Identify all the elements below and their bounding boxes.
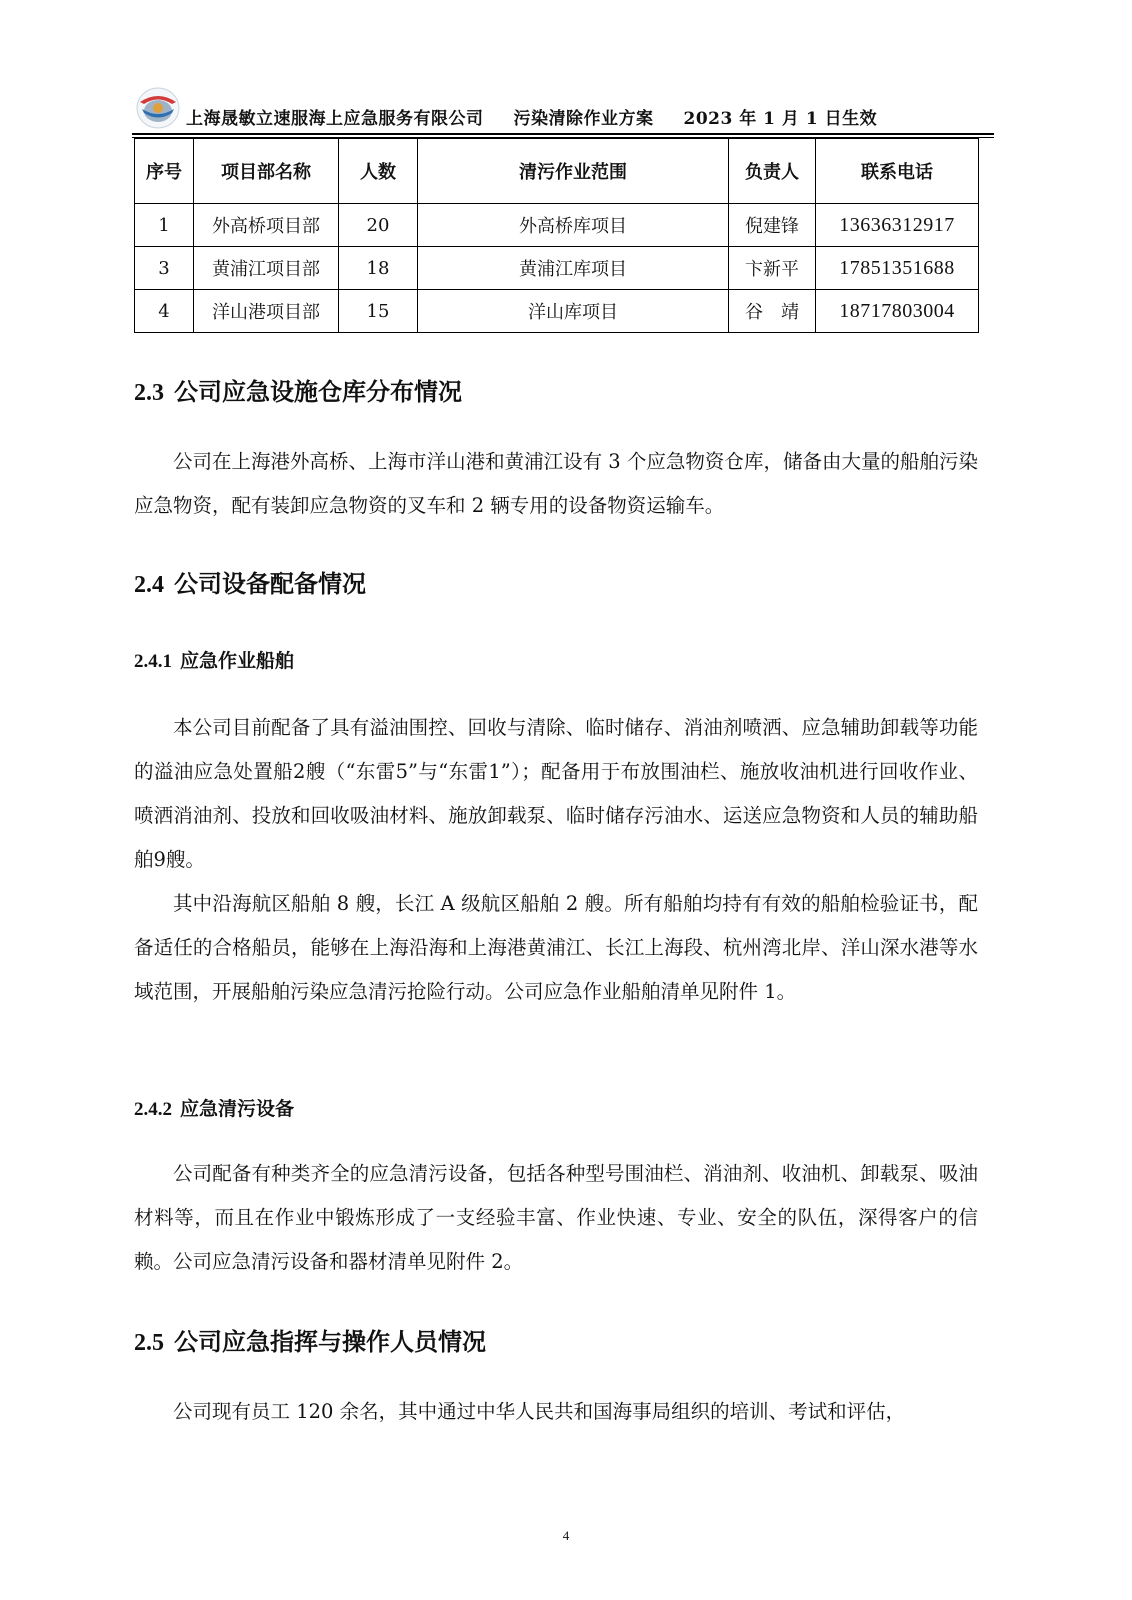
- section-number: 2.3: [134, 380, 164, 406]
- paragraph: 本公司目前配备了具有溢油围控、回收与清除、临时储存、消油剂喷洒、应急辅助卸载等功能的溢油应急处置船2艘（“东雷5”与“东雷1”）；配备用于布放围油栏、施放收油机进行回收作业、喷洒消油剂、投放和回收吸油材料、施放卸载泵、临时储存污油水、运送应急物资和人员的辅助船舶9艘。: [134, 716, 978, 871]
- section-number: 2.5: [134, 1330, 164, 1356]
- section-2-3-body: [134, 440, 978, 528]
- section-title: 应急作业船舶: [180, 650, 295, 672]
- cell-headcount: 15: [339, 290, 418, 333]
- cell-scope: 黄浦江库项目: [418, 247, 729, 290]
- header-cell-scope: 清污作业范围: [418, 139, 729, 204]
- section-2-4-1-body: [134, 706, 978, 1014]
- section-heading-2-4: [134, 564, 366, 599]
- cell-department: 黄浦江项目部: [194, 247, 339, 290]
- table-row: [135, 290, 979, 333]
- header-effective-date: 2023 年 1 月 1 日生效: [683, 109, 878, 129]
- cell-index: 4: [135, 290, 194, 333]
- header-cell-manager: 负责人: [729, 139, 816, 204]
- project-staff-table: [134, 138, 979, 333]
- header-doc-title: 污染清除作业方案: [513, 109, 654, 129]
- header-rule: [132, 133, 994, 135]
- page-number: 4: [562, 1528, 570, 1543]
- paragraph: 公司配备有种类齐全的应急清污设备，包括各种型号围油栏、消油剂、收油机、卸载泵、吸油材料等，而且在作业中锻炼形成了一支经验丰富、作业快速、专业、安全的队伍，深得客户的信赖。公司应急清污设备和器材清单见附件 2。: [134, 1162, 978, 1273]
- company-logo-icon: [136, 86, 180, 130]
- page-header: [132, 78, 994, 134]
- header-cell-department: 项目部名称: [194, 139, 339, 204]
- section-title: 公司设备配备情况: [174, 569, 366, 598]
- cell-index: 3: [135, 247, 194, 290]
- paragraph: 其中沿海航区船舶 8 艘，长江 A 级航区船舶 2 艘。所有船舶均持有有效的船舶检验证书，配备适任的合格船员，能够在上海沿海和上海港黄浦江、长江上海段、杭州湾北岸、洋山深水港等水域范围，开展船舶污染应急清污抢险行动。公司应急作业船舶清单见附件 1。: [134, 892, 978, 1003]
- section-title: 公司应急设施仓库分布情况: [174, 377, 462, 406]
- cell-department: 外高桥项目部: [194, 204, 339, 247]
- section-title: 应急清污设备: [180, 1098, 295, 1120]
- header-company: 上海晟敏立速服海上应急服务有限公司: [186, 109, 484, 129]
- section-number: 2.4: [134, 572, 164, 598]
- header-cell-headcount: 人数: [339, 139, 418, 204]
- section-heading-2-4-2: [134, 1094, 294, 1121]
- cell-headcount: 20: [339, 204, 418, 247]
- table-row: [135, 247, 979, 290]
- cell-scope: 外高桥库项目: [418, 204, 729, 247]
- cell-phone: 17851351688: [816, 247, 979, 290]
- cell-phone: 13636312917: [816, 204, 979, 247]
- cell-department: 洋山港项目部: [194, 290, 339, 333]
- paragraph: 公司现有员工 120 余名，其中通过中华人民共和国海事局组织的培训、考试和评估，: [173, 1400, 906, 1423]
- table-row: [135, 204, 979, 247]
- section-heading-2-4-1: [134, 646, 294, 673]
- section-number: 2.4.2: [134, 1099, 172, 1120]
- section-heading-2-3: [134, 372, 462, 407]
- cell-headcount: 18: [339, 247, 418, 290]
- cell-scope: 洋山库项目: [418, 290, 729, 333]
- cell-phone: 18717803004: [816, 290, 979, 333]
- cell-manager: 谷 靖: [729, 290, 816, 333]
- section-title: 公司应急指挥与操作人员情况: [174, 1327, 486, 1356]
- section-2-4-2-body: [134, 1152, 978, 1284]
- cell-index: 1: [135, 204, 194, 247]
- cell-manager: 倪建锋: [729, 204, 816, 247]
- paragraph: 公司在上海港外高桥、上海市洋山港和黄浦江设有 3 个应急物资仓库，储备由大量的船舶污染应急物资，配有装卸应急物资的叉车和 2 辆专用的设备物资运输车。: [134, 450, 978, 517]
- table-header-row: [135, 139, 979, 204]
- cell-manager: 卞新平: [729, 247, 816, 290]
- section-number: 2.4.1: [134, 651, 172, 672]
- header-cell-index: 序号: [135, 139, 194, 204]
- section-heading-2-5: [134, 1322, 486, 1357]
- header-line: [186, 104, 877, 129]
- section-2-5-body: [134, 1390, 978, 1434]
- header-cell-phone: 联系电话: [816, 139, 979, 204]
